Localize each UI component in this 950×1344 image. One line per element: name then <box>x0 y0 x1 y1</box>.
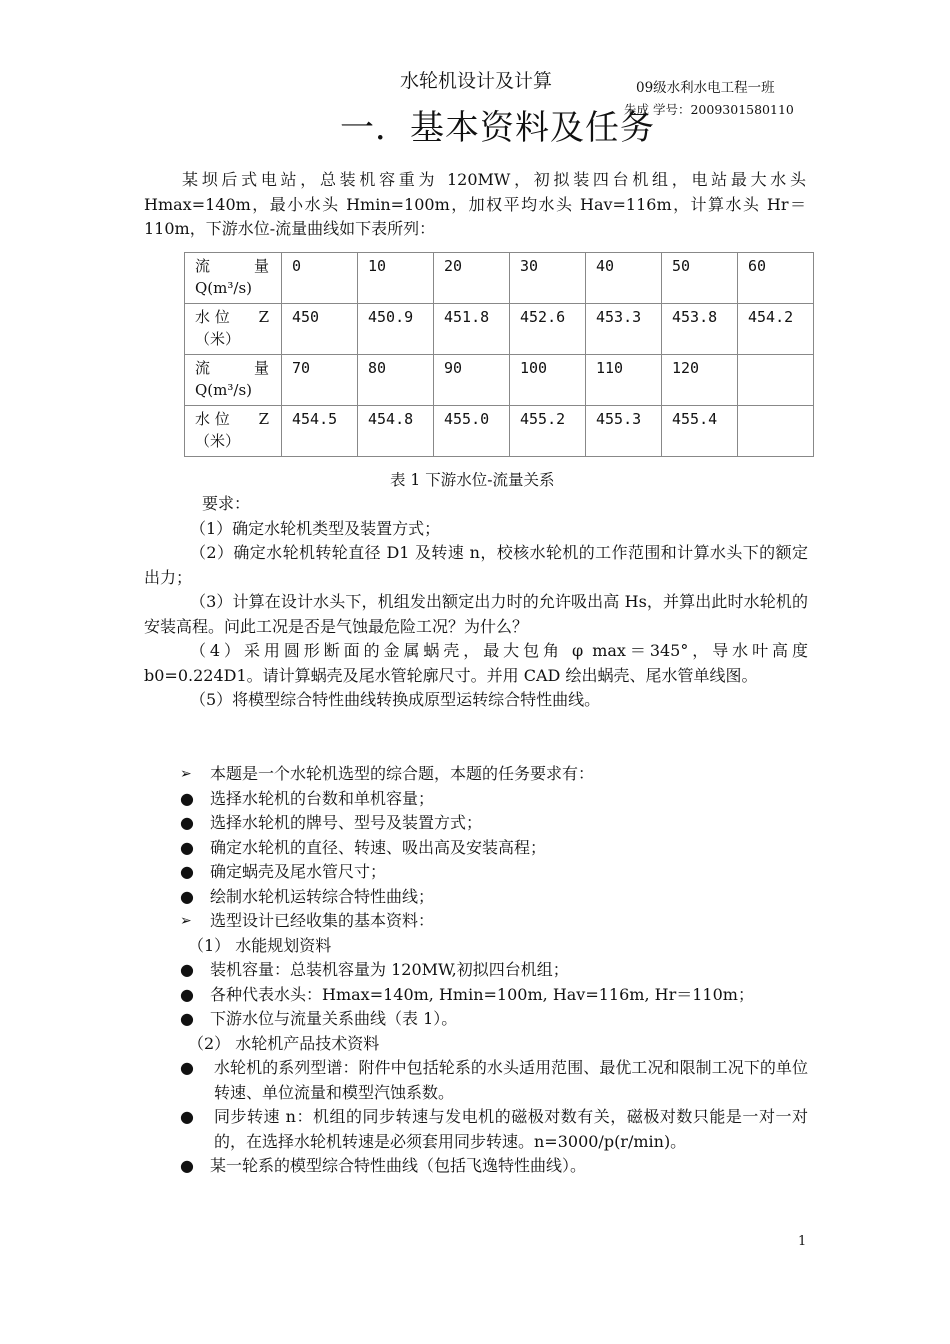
bullet-icon: ● <box>180 837 194 857</box>
table-cell <box>738 355 814 406</box>
requirements-section <box>144 492 808 713</box>
requirement-item: （2）确定水轮机转轮直径 D1 及转速 n，校核水轮机的工作范围和计算水头下的额定出力； <box>144 543 808 587</box>
table-cell: 70 <box>282 355 358 406</box>
table-cell: 0 <box>282 253 358 304</box>
list-item: ● 确定蜗壳及尾水管尺寸； <box>144 860 808 885</box>
table-cell: 450 <box>282 304 358 355</box>
table-cell: 451.8 <box>434 304 510 355</box>
bullet-icon: ● <box>180 1156 194 1175</box>
subsection-title: （2） 水轮机产品技术资料 <box>188 1033 380 1053</box>
list-item: ● 各种代表水头：Hmax=140m, Hmin=100m, Hav=116m, Hr＝110m； <box>144 983 808 1008</box>
list-item: ● 同步转速 n：机组的同步转速与发电机的磁极对数有关，磁极对数只能是一对一对的，在选择水轮机转速是必须套用同步转速。n=3000/p(r/min)。 <box>144 1105 808 1154</box>
list-item: ● 选择水轮机的台数和单机容量； <box>144 787 808 812</box>
bullet-icon: ● <box>180 862 194 881</box>
table-cell: 30 <box>510 253 586 304</box>
table-cell: 110 <box>586 355 662 406</box>
arrow-bullet-icon: ➢ <box>180 913 192 929</box>
table-caption: 表 1 下游水位-流量关系 <box>390 471 555 489</box>
task-list <box>144 762 808 1179</box>
bullet-icon: ● <box>180 788 194 808</box>
list-item: ● 某一轮系的模型综合特性曲线（包括飞逸特性曲线）。 <box>144 1154 808 1179</box>
bullet-icon: ● <box>180 886 194 906</box>
list-item: ● 绘制水轮机运转综合特性曲线； <box>144 885 808 910</box>
requirement-item: （4）采用圆形断面的金属蜗壳，最大包角 φ max＝345°，导水叶高度 b0=0.224D1。请计算蜗壳及尾水管轮廓尺寸。并用 CAD 绘出蜗壳、尾水管单线图。 <box>144 641 808 685</box>
table-row <box>185 253 814 304</box>
intro-paragraph <box>144 168 806 242</box>
list-item: ➢ 选型设计已经收集的基本资料： <box>144 909 808 934</box>
list-item: ➢ 本题是一个水轮机选型的综合题，本题的任务要求有： <box>144 762 808 787</box>
table-cell: 90 <box>434 355 510 406</box>
student-info: 朱成 学号：2009301580110 <box>624 102 794 117</box>
requirement-item: （3）计算在设计水头下，机组发出额定出力时的允许吸出高 Hs，并算出此时水轮机的安装高程。问此工况是否是气蚀最危险工况？为什么？ <box>144 592 808 636</box>
table-cell: 10 <box>358 253 434 304</box>
table-cell: 455.3 <box>586 406 662 457</box>
row-header-flow: 流 量 Q(m³/s) <box>185 253 282 304</box>
requirement-item: （5）将模型综合特性曲线转换成原型运转综合特性曲线。 <box>190 690 601 709</box>
table-cell: 452.6 <box>510 304 586 355</box>
list-item: ● 水轮机的系列型谱：附件中包括轮系的水头适用范围、最优工况和限制工况下的单位转速、单位流量和模型汽蚀系数。 <box>144 1056 808 1105</box>
requirement-item: （1）确定水轮机类型及装置方式； <box>190 518 441 538</box>
table-cell: 40 <box>586 253 662 304</box>
row-header-flow: 流 量 Q(m³/s) <box>185 355 282 406</box>
table-cell: 60 <box>738 253 814 304</box>
row-header-level: 水 位 Z （米） <box>185 304 282 355</box>
document-title: 水轮机设计及计算 <box>400 70 553 92</box>
bullet-icon: ● <box>180 1009 194 1028</box>
bullet-icon: ● <box>180 1107 194 1126</box>
intro-text: 某坝后式电站，总装机容重为 120MW，初拟装四台机组，电站最大水头 Hmax=140m，最小水头 Hmin=100m，加权平均水头 Hav=116m，计算水头 Hr＝110m，下游水位-流量曲线如下表所列： <box>144 170 806 238</box>
table-cell: 120 <box>662 355 738 406</box>
bullet-icon: ● <box>180 1058 194 1077</box>
class-info: 09级水利水电工程一班 <box>636 80 775 96</box>
bullet-icon: ● <box>180 960 194 979</box>
table-row <box>185 406 814 457</box>
list-item: ● 确定水轮机的直径、转速、吸出高及安装高程； <box>144 836 808 861</box>
table-cell <box>738 406 814 457</box>
table-cell: 455.2 <box>510 406 586 457</box>
subsection-title: （1） 水能规划资料 <box>188 935 332 955</box>
flow-level-table <box>184 252 814 457</box>
table-cell: 455.4 <box>662 406 738 457</box>
list-item: ● 选择水轮机的牌号、型号及装置方式； <box>144 811 808 836</box>
requirements-title: 要求： <box>202 494 251 513</box>
section-heading: 一．基本资料及任务 <box>340 108 655 148</box>
table-cell: 454.8 <box>358 406 434 457</box>
page-number: 1 <box>798 1234 807 1249</box>
table-row <box>185 304 814 355</box>
table-cell: 455.0 <box>434 406 510 457</box>
table-cell: 20 <box>434 253 510 304</box>
arrow-bullet-icon: ➢ <box>180 766 192 782</box>
table-cell: 454.5 <box>282 406 358 457</box>
table-cell: 80 <box>358 355 434 406</box>
table-cell: 50 <box>662 253 738 304</box>
table-cell: 450.9 <box>358 304 434 355</box>
table-cell: 453.8 <box>662 304 738 355</box>
table-cell: 100 <box>510 355 586 406</box>
table-cell: 454.2 <box>738 304 814 355</box>
bullet-icon: ● <box>180 813 194 832</box>
table-row <box>185 355 814 406</box>
table-cell: 453.3 <box>586 304 662 355</box>
list-item: ● 下游水位与流量关系曲线（表 1）。 <box>144 1007 808 1032</box>
bullet-icon: ● <box>180 984 194 1004</box>
row-header-level: 水 位 Z （米） <box>185 406 282 457</box>
list-item: ● 装机容量：总装机容量为 120MW,初拟四台机组； <box>144 958 808 983</box>
